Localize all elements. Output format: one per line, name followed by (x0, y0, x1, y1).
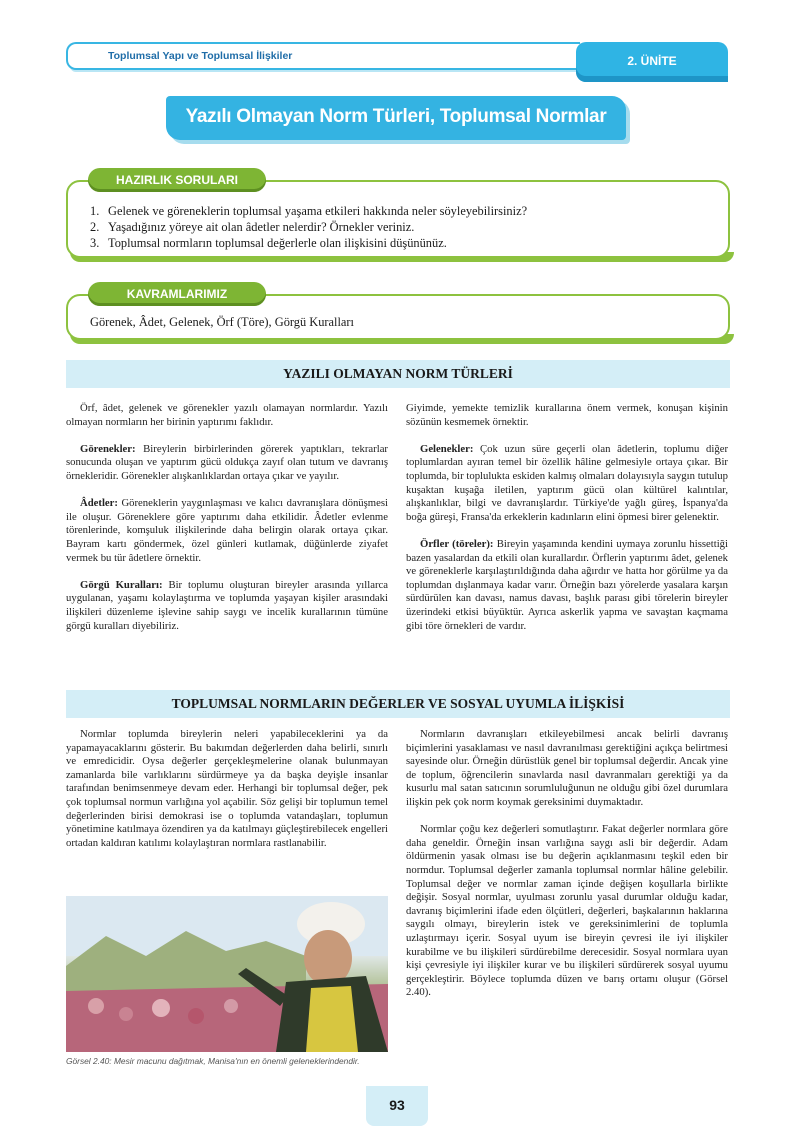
term: Gelenekler: (420, 442, 474, 455)
section1-left-column (66, 402, 388, 647)
paragraph: Gelenekler: Çok uzun süre geçerli olan âdetlerin, toplumu diğer toplumlardan ayıran temel bir özellik hâline gelmesiyle ortaya çıkar. Bir toplumda, bir toplulukta eskiden kalmış olmaları dolayısıyla saygın tutulup kuşaktan kuşağa iletilen, yaptırım gücü olan kültürel kalıntılar, alışkanlıklar, bilgi ve davranışlardır. Türkiye'de yağlı güreş, İspanya'da boğa güreşi, Fransa'da erkeklerin kadınların elini öpmesi birer gelenektir. (406, 442, 728, 523)
question-item: 3. Toplumsal normların toplumsal değerlerle olan ilişkisini düşününüz. (90, 236, 447, 250)
paragraph: Giyimde, yemekte temizlik kurallarına önem vermek, konuşan kişinin sözünün kesmemek örnektir. (406, 402, 728, 428)
chapter-title: Toplumsal Yapı ve Toplumsal İlişkiler (108, 50, 293, 62)
paragraph: Örf, âdet, gelenek ve görenekler yazılı olamayan normlardır. Yazılı olmayan normların her birinin yaptırımı faklıdır. (66, 402, 388, 428)
section2-heading: TOPLUMSAL NORMLARIN DEĞERLER VE SOSYAL UYUMLA İLİŞKİSİ (171, 696, 625, 711)
paragraph: Normlar toplumda bireylerin neleri yapabileceklerini ya da yapamayacaklarını gösterir. Bu bakımdan değerlerden daha belirli, sınırlı ve emredicidir. Oysa değerler gerçekleşmelerine olanak bulunmayan zamanlarda bile varlıklarını sürdürmeye ya da başka deyişle insanlar tarafından benimsenmeye devam eder. Herhangi bir toplumsal değer, pek çok toplumsal normun varlığına yol açabilir. Söz gelişi bir toplumun temel değerlerinden birisi demokrasi ise o toplumda vatandaşları, toplumun yönetimine katılmaya özendiren ya da katılmayı güçleştirebilecek engelleri ortadan kaldıran katılımı kolaylaştıran normlara rastlanabilir. (66, 728, 388, 849)
unit-label: 2. ÜNİTE (627, 54, 677, 68)
paragraph: Normlar çoğu kez değerleri somutlaştırır. Fakat değerler normlara göre daha geneldir. Örneğin insan varlığına saygı asli bir değerdir. Adam öldürmenin yasak olması ise bu değerin açıklanmasını teşkil eden bir normdur. Toplumsal değerler zamanla toplumsal normlar hâline gelebilir. Toplumsal değer ve normlar zaman içinde değişen koşullarla birlikte değişir. Sosyal normlar, uyulması zorunlu yasal durumlar olduğu kadar, davranış biçimlerini ifade eden ölçütleri, değerleri, başkalarının haklarına saygılı olmayı, bireylerin istek ve gereksinimlerini de toplumla uzlaştırmayı içerir. Sosyal uyum ise bireyin çevresi ile iyi ilişkiler kurabilme ve bu ilişkileri sürdürebilme derecesidir. Sosyal normlara uyan kişi çevresiyle iyi ilişkiler kurar ve bu ilişkileri sürdürerek sosyal uyumu gerçekleştirir. Böylece toplumda düzen ve barış ortamı oluşur (Görsel 2.40). (406, 823, 728, 999)
paragraph: Görenekler: Bireylerin birbirlerinden görerek yaptıkları, tekrarlar sonucunda oluşan ve yaptırım gücü oldukça zayıf olan tutum ve davranış örnekleridir. Görenekler alışkanlıklardan ortaya çıkar ve yayılır. (66, 442, 388, 482)
page-number: 93 (389, 1097, 405, 1113)
figure-caption: Görsel 2.40: Mesir macunu dağıtmak, Manisa'nın en önemli geleneklerindendir. (66, 1056, 360, 1066)
paragraph: Görgü Kuralları: Bir toplumu oluşturan bireyler arasında yıllarca uygulanan, yaşamı kolaylaştırma ve toplumda yaşayan kişiler arasındaki ilişkileri düzenleme işlevine sahip saygı ve incelik kurallarının tümüne görgü kuralları diyebiliriz. (66, 578, 388, 632)
section1-right-column (406, 402, 728, 647)
hazirlik-label: HAZIRLIK SORULARI (88, 168, 266, 192)
photo-illustration (66, 896, 388, 1052)
term: Âdetler: (80, 497, 118, 510)
term: Örfler (töreler): (420, 537, 494, 550)
hazirlik-questions (90, 203, 720, 251)
term: Görenekler: (80, 442, 136, 455)
paragraph: Örfler (töreler): Bireyin yaşamında kendini uymaya zorunlu hissettiği bazen yasalardan da etkili olan kurallardır. Örflerin yaptırımı âdet, gelenek ve göreneklerle karşılaştırıldığında daha ağırdır ve hatta hor görülme ya da toplumdan dışlanmaya kadar varır. Örneğin bazı yörelerde yasalara karşın sürdürülen kan davası, namus davası, başlık parası gibi törelerin bireyler üzerindeki etkisi büyüktür. Ayrıca askerlik yapma ve savaştan kaçmama gibi töre örnekleri de vardır. (406, 537, 728, 632)
question-item: 2. Yaşadığınız yöreye ait olan âdetler nelerdir? Örnekler veriniz. (90, 220, 415, 234)
section2-right-column (406, 728, 728, 1013)
mesir-festival-photo (66, 896, 388, 1052)
kavram-list: Görenek, Âdet, Gelenek, Örf (Töre), Görgü Kuralları (90, 315, 355, 329)
paragraph: Âdetler: Göreneklerin yaygınlaşması ve kalıcı davranışlara dönüşmesi ile oluşur. Göreneklere göre yaptırımı daha etkilidir. Âdetler evlenme törenlerinde, komşuluk ilişkilerinde daha belirgin olarak ortaya çıkar. Bayram kartı göndermek, özel günleri kutlamak, düğünlerde ziyafet vermek bu tür âdetlere örnektir. (66, 497, 388, 564)
question-item: 1. Gelenek ve göreneklerin toplumsal yaşama etkileri hakkında neler söyleyebilirsiniz? (90, 204, 528, 218)
section1-heading: YAZILI OLMAYAN NORM TÜRLERİ (283, 366, 513, 381)
section2-left-column (66, 728, 388, 864)
term: Görgü Kuralları: (80, 578, 163, 591)
page-title: Yazılı Olmayan Norm Türleri, Toplumsal Normlar (185, 106, 607, 127)
paragraph: Normların davranışları etkileyebilmesi ancak belirli davranış biçimlerini yasaklaması ve nasıl davranılması gerektiğini açıkça belirtmesi sayesinde olur. Örneğin dürüstlük genel bir toplumsal değerdir. Ancak yine de toplum, öğrencilerin sınavlarda nasıl davranmaları gerektiği ya da kusurlu mal satan satıcının sorumluluğunun ne olduğu gibi özel durumlara ilişkin pek çok norm koymak gereksinimi duymaktadır. (406, 728, 728, 808)
kavram-label: KAVRAMLARIMIZ (88, 282, 266, 306)
